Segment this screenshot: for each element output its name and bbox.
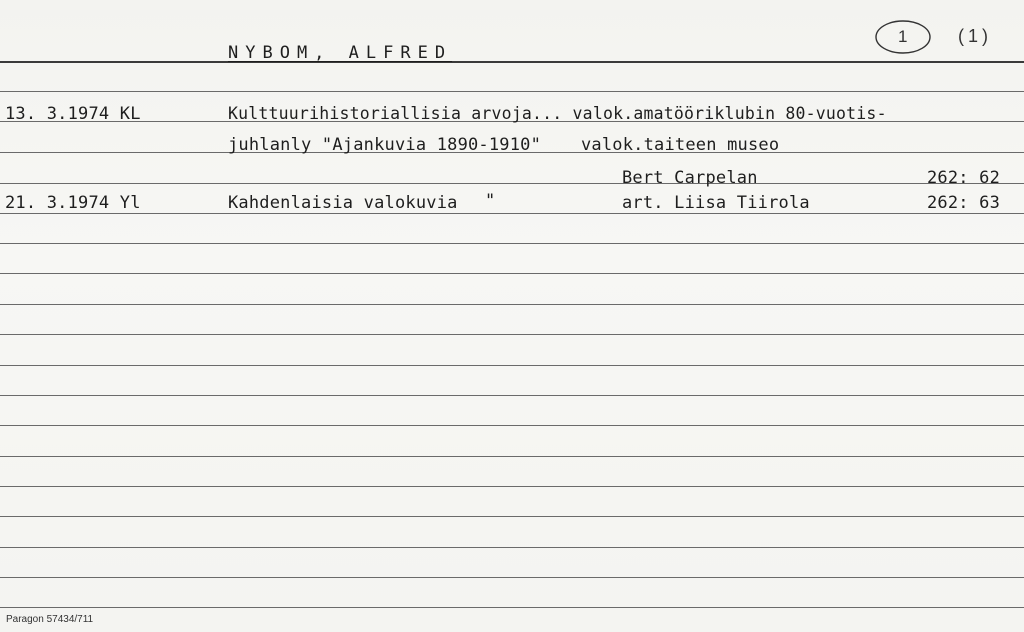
entry-title-line1: Kulttuurihistoriallisia arvoja... valok.amatööriklubin 80-vuotis- [228, 104, 887, 123]
entry-ref: 262: 63 [927, 193, 1001, 213]
hand-number-paren: (1) [958, 26, 992, 46]
entry-title-line1: Kahdenlaisia valokuvia [228, 193, 458, 213]
person-name: NYBOM, ALFRED [228, 43, 453, 63]
hand-number-circled: 1 [898, 27, 908, 46]
entry-place: valok.taiteen museo [581, 135, 780, 155]
entry-title-line2: juhlanly "Ajankuvia 1890-1910" [228, 135, 542, 155]
entry-date: 13. 3.1974 KL [5, 104, 141, 124]
entry-author: art. Liisa Tiirola [622, 193, 810, 213]
ditto-mark: " [485, 191, 496, 211]
entry-ref: 262: 62 [927, 168, 1001, 188]
entry-author: Bert Carpelan [622, 168, 758, 188]
entry-date: 21. 3.1974 Yl [5, 193, 141, 213]
printer-imprint: Paragon 57434/711 [6, 614, 94, 625]
